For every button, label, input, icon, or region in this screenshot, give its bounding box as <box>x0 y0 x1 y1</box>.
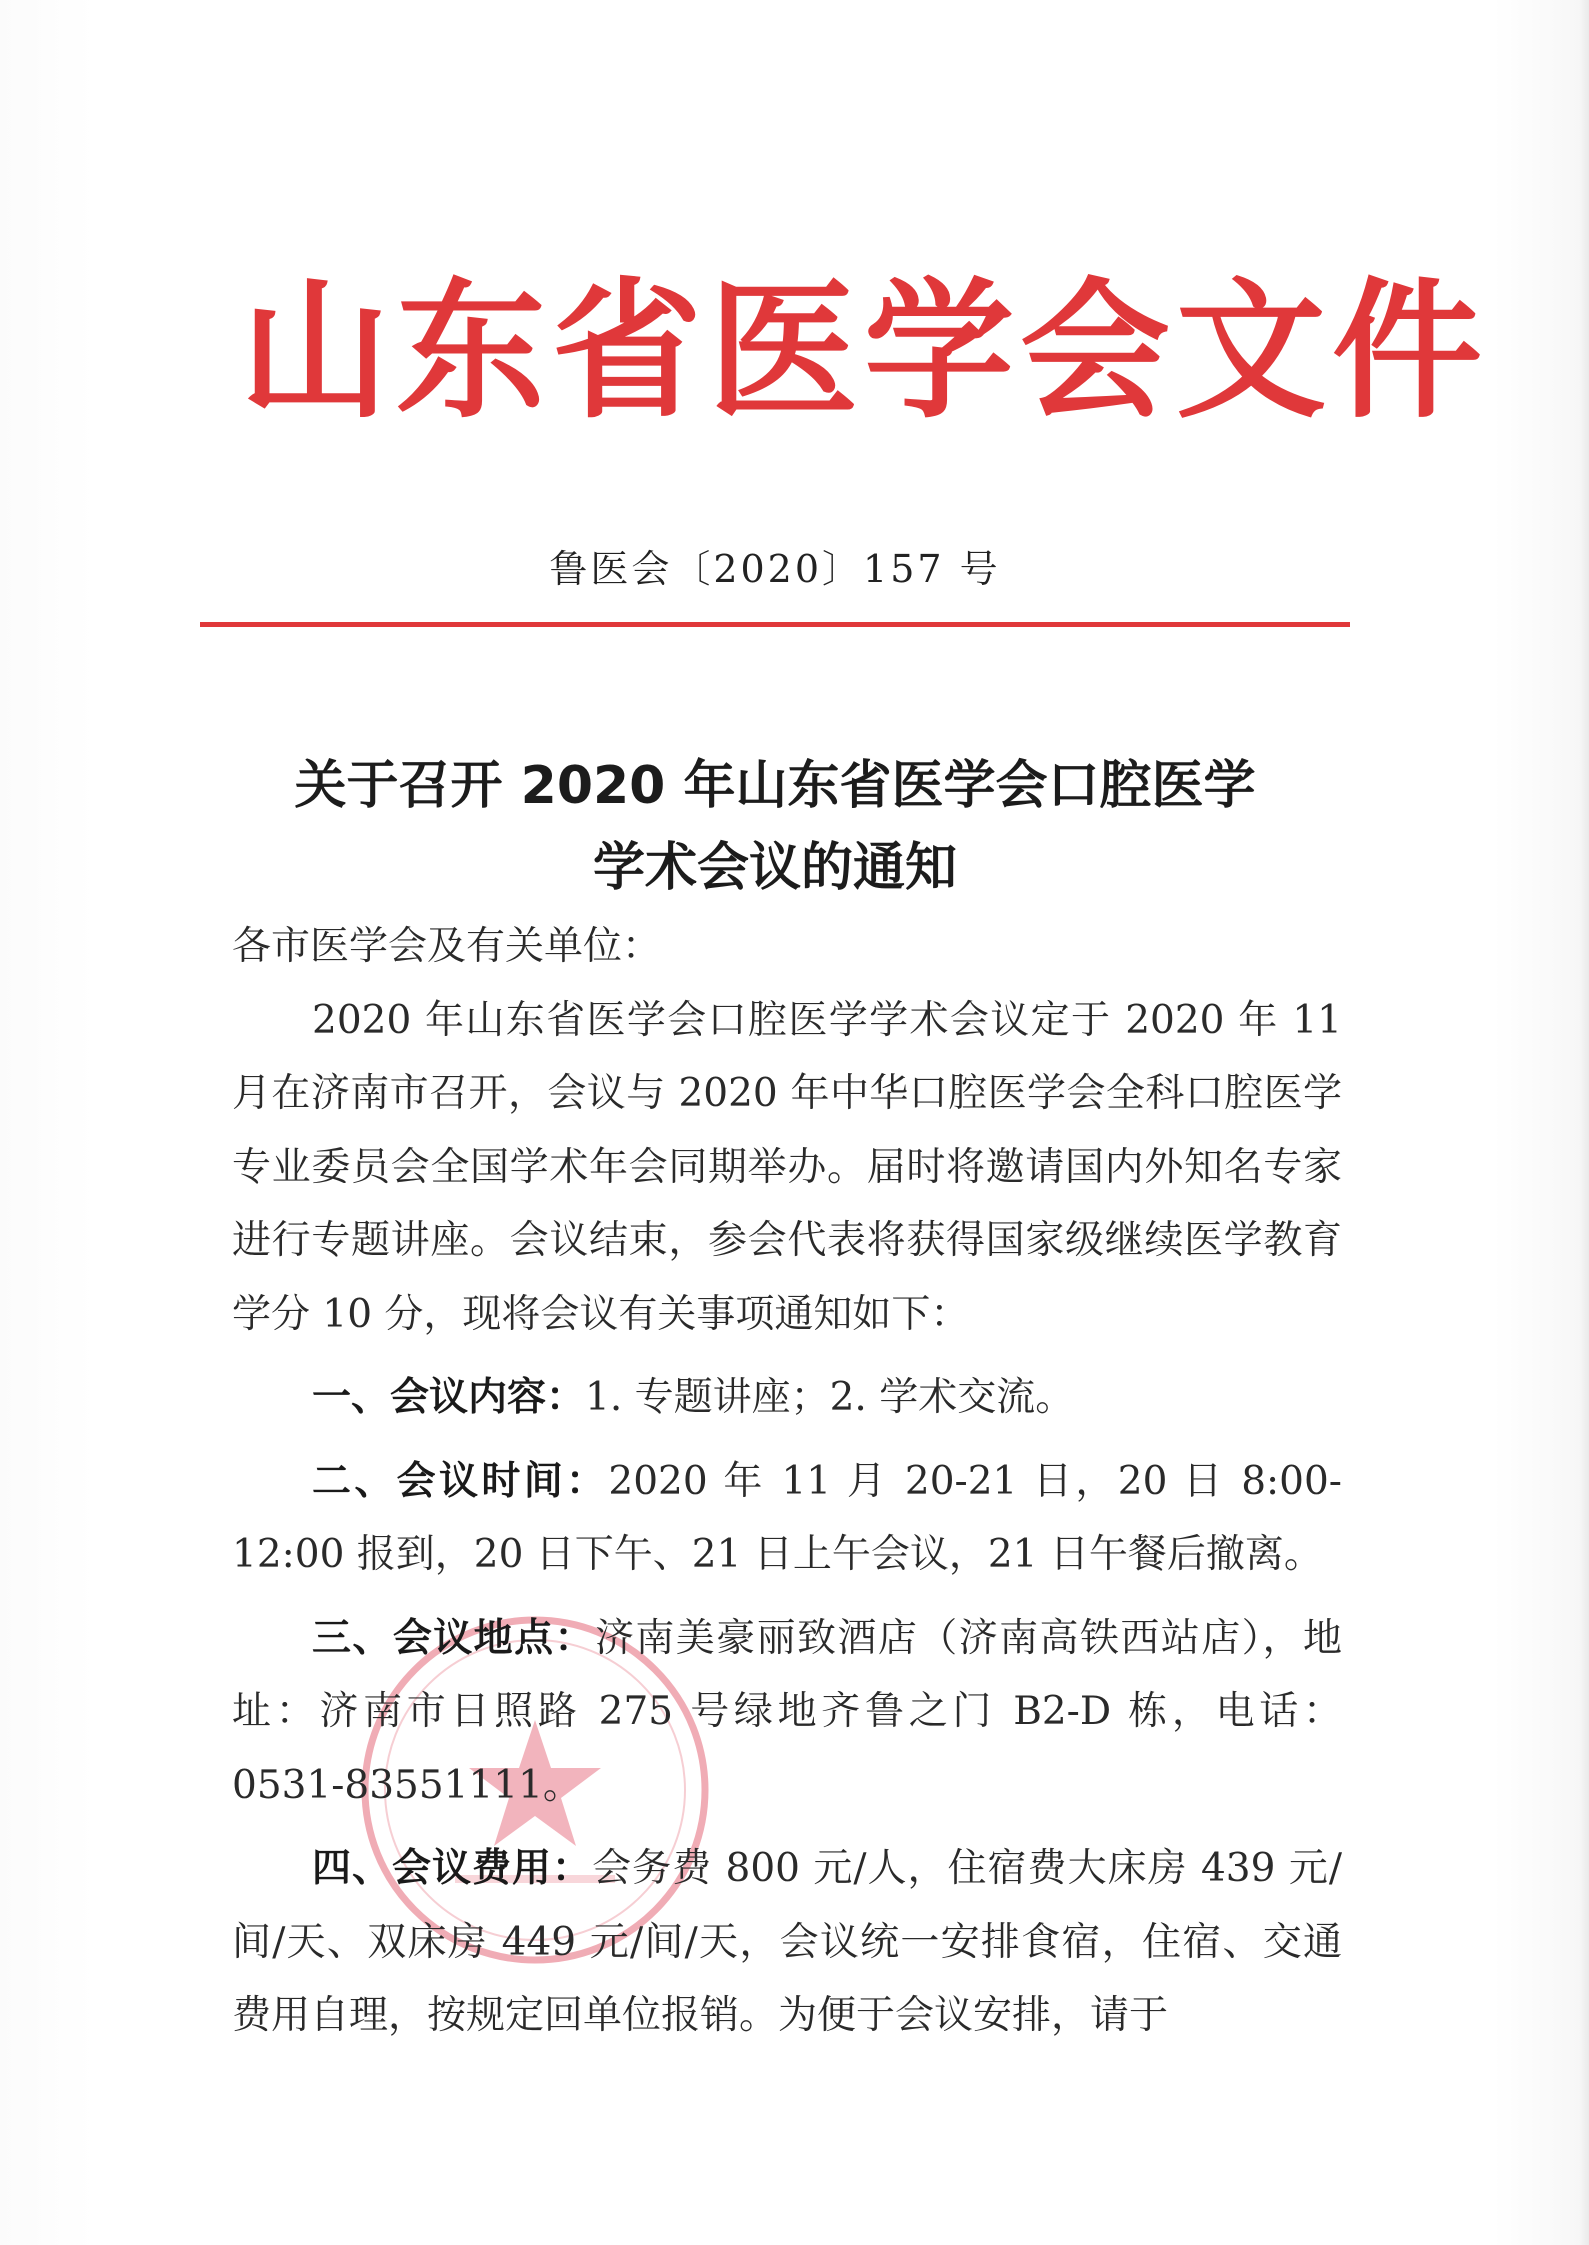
document-header-title: 山东省医学会文件 <box>240 265 1489 439</box>
section-text: 会务费 800 元/人，住宿费大床房 439 元/间/天、双床房 449 元/间/天，会议统一安排食宿，住宿、交通费用自理，按规定回单位报销。为便于会议安排，请于 <box>232 1846 1342 2038</box>
section-text: 1. 专题讲座；2. 学术交流。 <box>585 1375 1075 1420</box>
notice-body <box>232 910 1342 2053</box>
notice-title-line-1: 关于召开 2020 年山东省医学会口腔医学 <box>294 756 1256 816</box>
document-number: 鲁医会〔2020〕157 号 <box>549 547 1001 591</box>
section-meeting-fees <box>232 1832 1342 2053</box>
section-meeting-content <box>232 1361 1342 1435</box>
section-text: 济南美豪丽致酒店（济南高铁西站店），地址：济南市日照路 275 号绿地齐鲁之门 B2-D 栋，电话：0531-83551111。 <box>232 1615 1342 1808</box>
section-label: 三、会议地点： <box>312 1615 595 1661</box>
notice-title-line-2: 学术会议的通知 <box>592 838 957 898</box>
section-label: 四、会议费用： <box>312 1846 593 1891</box>
section-label: 一、会议内容： <box>312 1375 586 1420</box>
notice-title <box>200 745 1350 909</box>
section-meeting-time <box>232 1445 1342 1592</box>
page-edge-shadow <box>1579 0 1589 2245</box>
salutation: 各市医学会及有关单位： <box>232 924 662 969</box>
section-label: 二、会议时间： <box>312 1458 609 1504</box>
section-meeting-venue <box>232 1602 1342 1823</box>
section-text: 2020 年 11 月 20-21 日，20 日 8:00-12:00 报到，20 日下午、21 日上午会议，21 日午餐后撤离。 <box>232 1458 1342 1577</box>
intro-paragraph: 2020 年山东省医学会口腔医学学术会议定于 2020 年 11 月在济南市召开，会议与 2020 年中华口腔医学会全科口腔医学专业委员会全国学术年会同期举办。届时将邀请国内外知名专家进行专题讲座。会议结束，参会代表将获得国家级继续医学教育学分 10 分，现将会议有关事项通知如下： <box>232 997 1342 1337</box>
header-red-rule <box>200 622 1350 627</box>
